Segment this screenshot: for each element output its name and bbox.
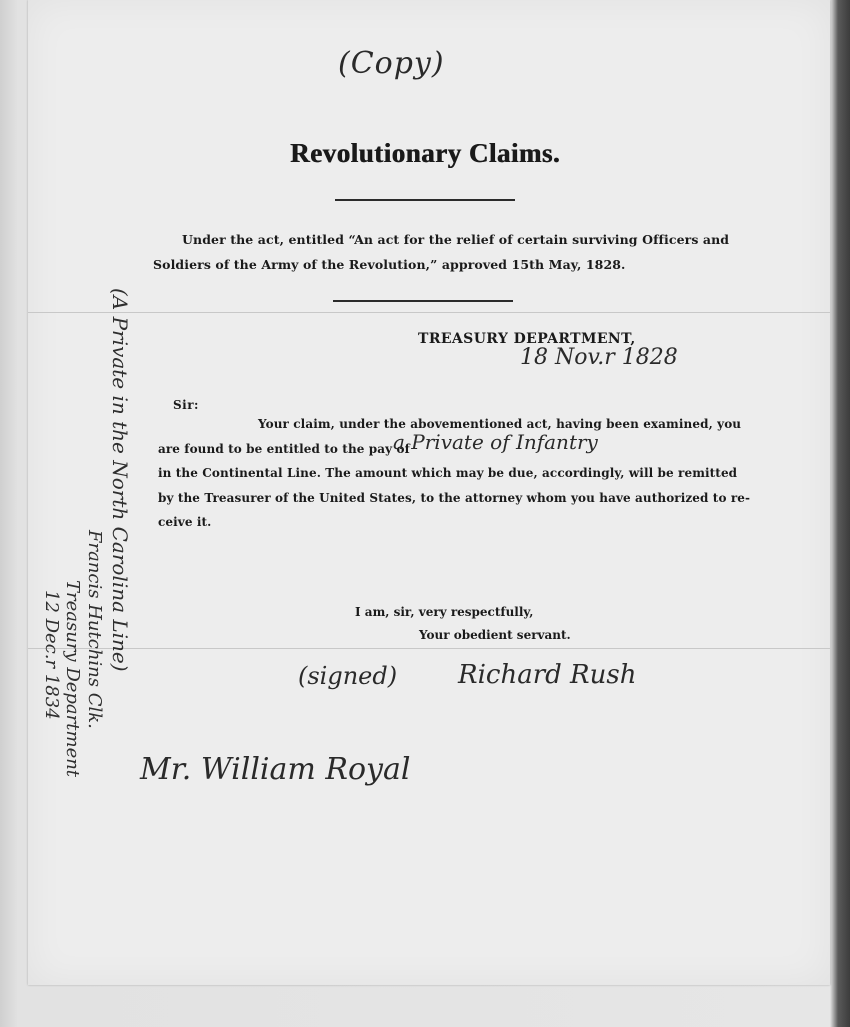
margin-note-clerk: Francis Hutchins Clk. [84, 530, 105, 729]
letter-body-line-2: are found to be entitled to the pay of [158, 442, 410, 456]
letter-body-line-5: ceive it. [158, 515, 212, 529]
fold-line [28, 648, 830, 649]
closing-line-1: I am, sir, very respectfully, [355, 605, 534, 619]
fold-line [28, 312, 830, 313]
margin-note-rank: (A Private in the North Carolina Line) [108, 288, 132, 672]
letter-body-line-3: in the Continental Line. The amount which may be due, accordingly, will be remitted [158, 466, 738, 480]
document-title: Revolutionary Claims. [290, 138, 560, 168]
handwritten-date: 18 Nov.r 1828 [520, 345, 678, 370]
letter-body-line-1: Your claim, under the abovementioned act, having been examined, you [258, 417, 742, 431]
margin-note-date: 12 Dec.r 1834 [41, 590, 62, 720]
handwritten-rank: a Private of Infantry [393, 430, 598, 454]
copy-annotation: (Copy) [338, 46, 445, 81]
act-citation-line-1: Under the act, entitled “An act for the relief of certain surviving Officers and [182, 232, 730, 247]
act-citation-line-2: Soldiers of the Army of the Revolution,” approved 15th May, 1828. [153, 257, 626, 272]
section-divider [333, 300, 513, 302]
salutation: Sir: [173, 398, 199, 412]
signed-annotation: (signed) [298, 662, 398, 690]
addressee-name: Mr. William Royal [140, 752, 411, 787]
department-heading: TREASURY DEPARTMENT, [418, 331, 636, 347]
margin-note-department: Treasury Department [62, 580, 83, 778]
letter-body-line-4: by the Treasurer of the United States, to the attorney whom you have authorized to re- [158, 491, 751, 505]
signature: Richard Rush [458, 660, 637, 690]
title-divider [335, 199, 515, 201]
closing-line-2: Your obedient servant. [419, 628, 571, 642]
